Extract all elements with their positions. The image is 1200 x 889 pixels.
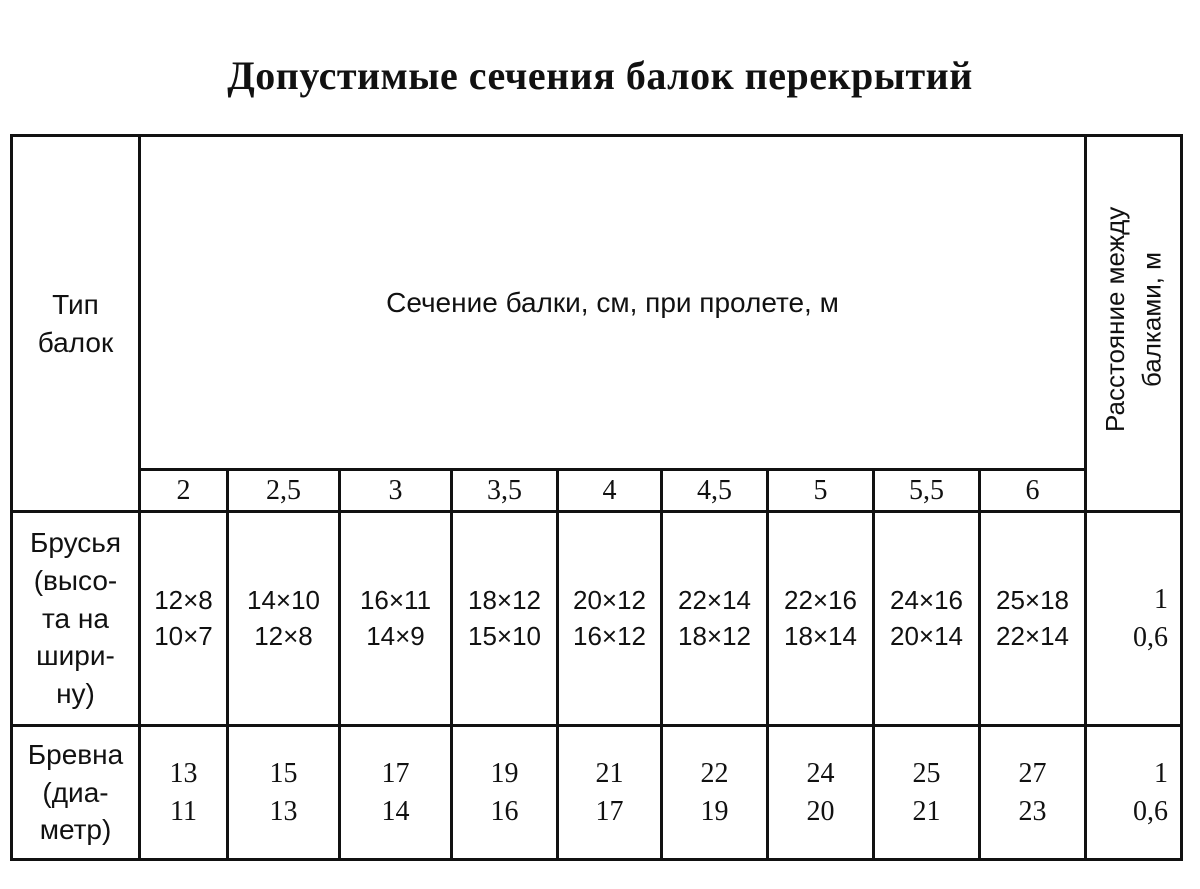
table-title: Допустимые сечения балок перекрытий <box>227 53 973 98</box>
section-cell <box>228 512 340 726</box>
span-header-cell: 5 <box>768 470 874 512</box>
section-value-bottom: 10×7 <box>154 620 213 651</box>
section-value-top: 14×10 <box>246 585 321 616</box>
section-cell <box>662 512 768 726</box>
section-cell <box>340 726 452 860</box>
section-value-bottom: 15×10 <box>467 620 542 651</box>
section-value-bottom: 14×9 <box>366 620 425 651</box>
distance-value-top: 1 <box>1154 757 1168 789</box>
section-value-bottom: 16 <box>490 795 519 827</box>
row-label-text: Бревна (диа-метр) <box>27 738 124 846</box>
table-row <box>12 512 1182 726</box>
section-value-top: 12×8 <box>154 585 213 616</box>
section-cell <box>662 726 768 860</box>
section-value-bottom: 14 <box>381 795 410 827</box>
beam-type-header-text: Тип балок <box>37 288 114 358</box>
span-header-cell: 2 <box>140 470 228 512</box>
section-value-bottom: 18×12 <box>677 620 752 651</box>
section-value-bottom: 11 <box>170 795 197 827</box>
section-value-top: 24×16 <box>889 585 964 616</box>
distance-value-bottom: 0,6 <box>1133 795 1168 827</box>
section-cell <box>558 726 662 860</box>
span-header-cell: 5,5 <box>874 470 980 512</box>
section-value-top: 22×14 <box>677 585 752 616</box>
section-cell <box>874 512 980 726</box>
section-cell <box>452 726 558 860</box>
section-value-bottom: 20×14 <box>889 620 964 651</box>
section-value-top: 15 <box>269 757 298 789</box>
section-value-top: 24 <box>806 757 835 789</box>
section-value-bottom: 21 <box>912 795 941 827</box>
section-value-bottom: 13 <box>269 795 298 827</box>
section-cell <box>874 726 980 860</box>
section-cell <box>228 726 340 860</box>
row-label <box>12 512 140 726</box>
section-value-top: 19 <box>490 757 519 789</box>
section-cell <box>768 726 874 860</box>
span-header-cell: 2,5 <box>228 470 340 512</box>
section-cell <box>452 512 558 726</box>
section-value-top: 18×12 <box>467 585 542 616</box>
section-value-bottom: 23 <box>1018 795 1047 827</box>
section-value-bottom: 16×12 <box>572 620 647 651</box>
span-header-cell: 3,5 <box>452 470 558 512</box>
table-row <box>12 726 1182 860</box>
span-row <box>12 470 1182 512</box>
section-value-top: 22×16 <box>783 585 858 616</box>
section-cell <box>140 726 228 860</box>
span-header-cell: 3 <box>340 470 452 512</box>
section-value-top: 21 <box>595 757 624 789</box>
row-label <box>12 726 140 860</box>
section-value-top: 25 <box>912 757 941 789</box>
section-cell <box>140 512 228 726</box>
distance-header-text: Расстояние между балками, м <box>1100 205 1167 432</box>
distance-header <box>1086 136 1182 512</box>
section-header: Сечение балки, см, при пролете, м <box>140 136 1086 470</box>
section-value-top: 27 <box>1018 757 1047 789</box>
section-value-bottom: 19 <box>700 795 729 827</box>
section-cell <box>768 512 874 726</box>
section-value-top: 17 <box>381 757 410 789</box>
section-cell <box>340 512 452 726</box>
span-header-cell: 4 <box>558 470 662 512</box>
section-value-bottom: 17 <box>595 795 624 827</box>
beam-sections-table <box>10 134 1183 861</box>
span-header-cell: 4,5 <box>662 470 768 512</box>
section-value-bottom: 18×14 <box>783 620 858 651</box>
span-header-cell: 6 <box>980 470 1086 512</box>
section-value-top: 25×18 <box>995 585 1070 616</box>
beam-type-header <box>12 136 140 512</box>
section-value-top: 13 <box>169 757 198 789</box>
section-value-top: 16×11 <box>359 585 432 616</box>
header-row <box>12 136 1182 470</box>
distance-value-bottom: 0,6 <box>1133 621 1168 653</box>
distance-cell <box>1086 512 1182 726</box>
section-cell <box>980 512 1086 726</box>
section-value-top: 20×12 <box>572 585 647 616</box>
distance-cell <box>1086 726 1182 860</box>
section-cell <box>558 512 662 726</box>
section-value-bottom: 20 <box>806 795 835 827</box>
row-label-text: Брусья (высо-та на шири-ну) <box>29 527 122 710</box>
section-cell <box>980 726 1086 860</box>
section-value-top: 22 <box>700 757 729 789</box>
section-value-bottom: 12×8 <box>254 620 313 651</box>
distance-value-top: 1 <box>1154 583 1168 615</box>
section-value-bottom: 22×14 <box>995 620 1070 651</box>
